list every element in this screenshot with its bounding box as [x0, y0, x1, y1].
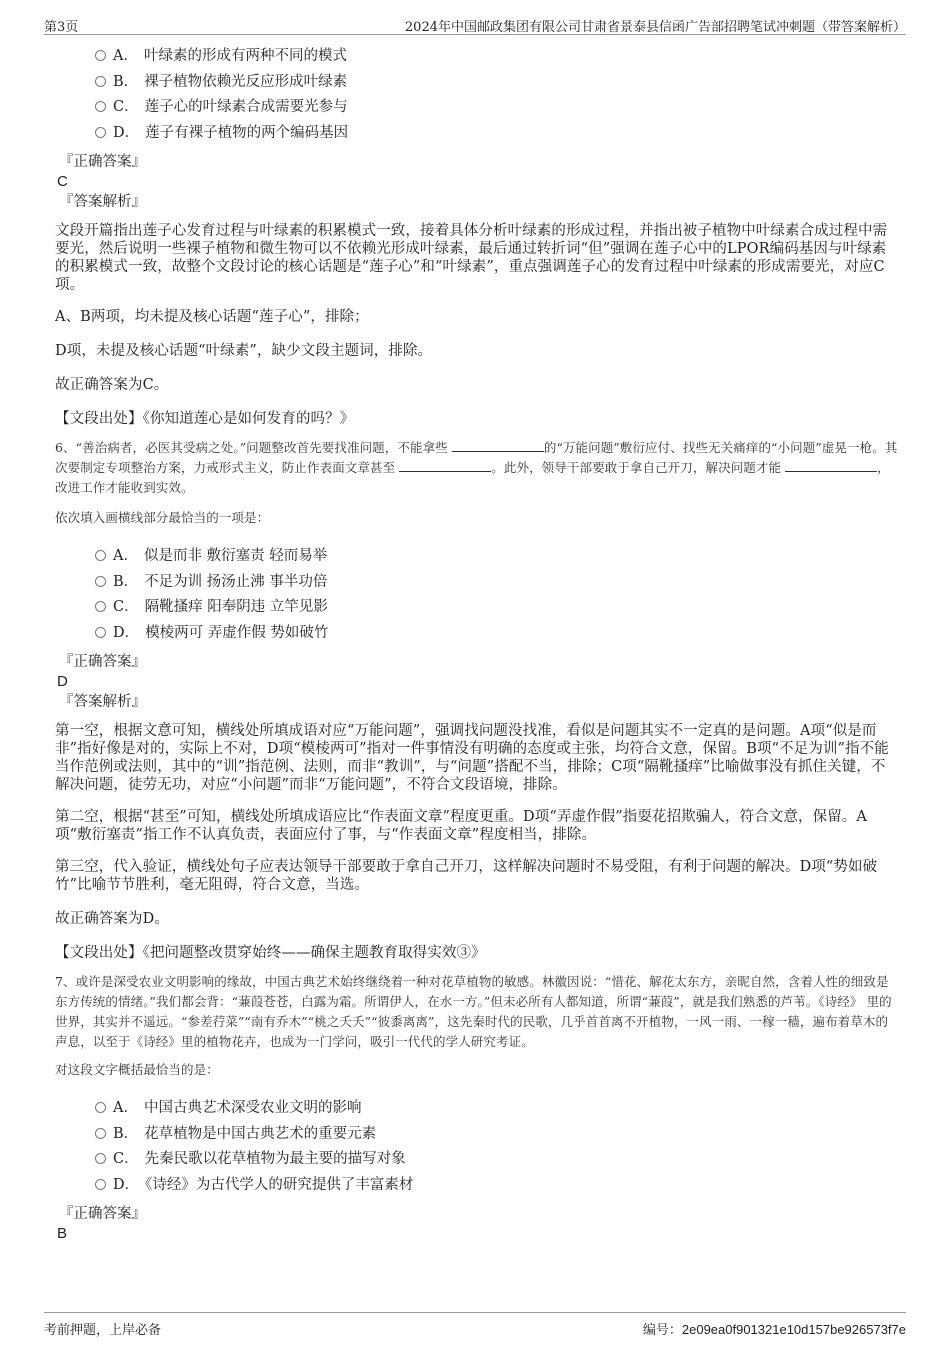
q5-analysis-p3: D项，未提及核心话题“叶绿素”，缺少文段主题词，排除。 [55, 343, 433, 359]
q5-analysis-label: 『答案解析』 [59, 194, 146, 210]
radio-icon[interactable] [95, 550, 106, 561]
document-title: 2024年中国邮政集团有限公司甘肃省景泰县信函广告部招聘笔试冲刺题（带答案解析） [404, 20, 906, 35]
radio-icon[interactable] [95, 76, 106, 87]
q5-source: 【文段出处】《你知道莲心是如何发育的吗？》 [55, 411, 355, 427]
q6-analysis-p3: 第三空，代入验证，横线处句子应表达领导干部要敢于拿自己开刀，这样解决问题时不易受阻，有利于问题的解决。D项“势如破竹”比喻节节胜利，毫无阻碍，符合文意，当选。 [55, 859, 878, 893]
answer-blank [399, 459, 491, 472]
q6-answer-label: 『正确答案』 [59, 654, 146, 670]
q7-options [55, 1096, 900, 1198]
q6-analysis-p4: 故正确答案为D。 [55, 911, 169, 927]
q5-analysis-p2: A、B两项，均未提及核心话题“莲子心”，排除； [55, 309, 369, 325]
radio-icon[interactable] [95, 601, 106, 612]
radio-icon[interactable] [95, 1179, 106, 1190]
q7-option-b[interactable]: B． 花草植物是中国古典艺术的重要元素 [95, 1122, 900, 1148]
q6-analysis-p1: 第一空，根据文意可知，横线处所填成语对应“万能问题”，强调找问题没找准，看似是问题其实不一定真的是问题。A项“似是而非”指好像是对的，实际上不对，D项“模棱两可”指对一件事情没有明确的态度或主张，均符合文意，保留。B项“不足为训”指不能当作范例或法则，其中的“训”指范例、法则，而非“教训”，与“问题”搭配不当，排除；C项“隔靴搔痒”比喻做事没有抓住关键，不解决问题，徒劳无功，对应“小问题”而非“万能问题”，不符合文段语境，排除。 [55, 723, 889, 793]
q7-option-a[interactable]: A． 中国古典艺术深受农业文明的影响 [95, 1096, 900, 1122]
q7-prompt: 对这段文字概括最恰当的是： [55, 1062, 219, 1077]
q5-analysis-p4: 故正确答案为C。 [55, 377, 169, 393]
q6-options [55, 544, 900, 646]
q7-option-c[interactable]: C． 先秦民歌以花草植物为最主要的描写对象 [95, 1147, 900, 1173]
q6-option-c[interactable]: C． 隔靴搔痒 阳奉阴违 立竿见影 [95, 595, 900, 621]
q5-options [55, 44, 900, 146]
q7-stem: 7、或许是深受农业文明影响的缘故，中国古典艺术始终继绕着一种对花草植物的敏感。林徽因说：“惜花、解花太东方，亲昵自然，含着人性的细致是东方传统的情绪。”我们都会背：“蒹葭苍苍，白露为霜。所谓伊人，在水一方。”但未必所有人都知道，所谓“蒹葭”，就是我们熟悉的芦苇。《诗经》 里的世界，其实并不遥远。“参差荇菜”“南有乔木”“桃之夭夭”“彼黍离离”，这先秦时代的民歌，几乎首首离不开植物，一风一雨、一稼一穑，遍布着草木的声息，以至于《诗经》里的植物花卉，也成为一门学问，吸引一代代的学人研究考证。 [55, 974, 892, 1049]
q6-source: 【文段出处】《把问题整改贯穿始终——确保主题教育取得实效③》 [55, 945, 486, 961]
q6-analysis-p2: 第二空，根据“甚至”可知，横线处所填成语应比“作表面文章”程度更重。D项“弄虚作假”指耍花招欺骗人，符合文意，保留。A项“敷衍塞责”指工作不认真负责，表面应付了事，与“作表面文章”程度相当，排除。 [55, 809, 867, 843]
answer-blank [785, 459, 877, 472]
q7-answer-label: 『正确答案』 [59, 1206, 146, 1222]
radio-icon[interactable] [95, 627, 106, 638]
q5-analysis-p1: 文段开篇指出莲子心发育过程与叶绿素的积累模式一致，接着具体分析叶绿素的形成过程，并指出被子植物中叶绿素合成过程中需要光，然后说明一些裸子植物和微生物可以不依赖光形成叶绿素，最后通过转折词“但”强调在莲子心中的LPOR编码基因与叶绿素的积累模式一致，故整个文段讨论的核心话题是“莲子心”和“叶绿素”，重点强调莲子心的发育过程中叶绿素的形成需要光，对应C项。 [55, 223, 888, 293]
q6-prompt: 依次填入画横线部分最恰当的一项是： [55, 510, 270, 525]
radio-icon[interactable] [95, 1153, 106, 1164]
radio-icon[interactable] [95, 576, 106, 587]
page-header [44, 14, 906, 35]
q5-option-c[interactable]: C． 莲子心的叶绿素合成需要光参与 [95, 95, 900, 121]
footer-slogan: 考前押题，上岸必备 [44, 1323, 162, 1338]
q6-stem: 6、“善治病者，必医其受病之处。”问题整改首先要找准问题，不能拿些 的“万能问题”敷衍应付、找些无关痛痒的“小问题”虚晃一枪。其次要制定专项整治方案，力戒形式主义，防止作表面文章甚至 。此外，领导干部要敢于拿自己开刀，解决问题才能 ，改进工作才能收到实效。 [55, 440, 898, 495]
radio-icon[interactable] [95, 1102, 106, 1113]
q7-answer: B [57, 1225, 68, 1242]
q5-answer-label: 『正确答案』 [59, 154, 146, 170]
radio-icon[interactable] [95, 50, 106, 61]
q6-option-b[interactable]: B． 不足为训 扬汤止沸 事半功倍 [95, 570, 900, 596]
radio-icon[interactable] [95, 127, 106, 138]
page-content [55, 44, 900, 1244]
q6-analysis-label: 『答案解析』 [59, 694, 146, 710]
q5-option-a[interactable]: A． 叶绿素的形成有两种不同的模式 [95, 44, 900, 70]
q5-answer: C [57, 173, 68, 190]
q5-option-d[interactable]: D． 莲子有裸子植物的两个编码基因 [95, 121, 900, 147]
document-code: 编号：2e09ea0f901321e10d157be926573f7e [642, 1322, 906, 1338]
q6-answer: D [57, 673, 68, 690]
page-footer [44, 1312, 906, 1337]
q6-option-a[interactable]: A． 似是而非 敷衍塞责 轻而易举 [95, 544, 900, 570]
q5-option-b[interactable]: B． 裸子植物依赖光反应形成叶绿素 [95, 70, 900, 96]
page-number: 第3页 [44, 20, 79, 35]
radio-icon[interactable] [95, 1128, 106, 1139]
q6-option-d[interactable]: D． 模棱两可 弄虚作假 势如破竹 [95, 621, 900, 647]
q7-option-d[interactable]: D． 《诗经》为古代学人的研究提供了丰富素材 [95, 1173, 900, 1199]
radio-icon[interactable] [95, 101, 106, 112]
answer-blank [452, 439, 544, 452]
